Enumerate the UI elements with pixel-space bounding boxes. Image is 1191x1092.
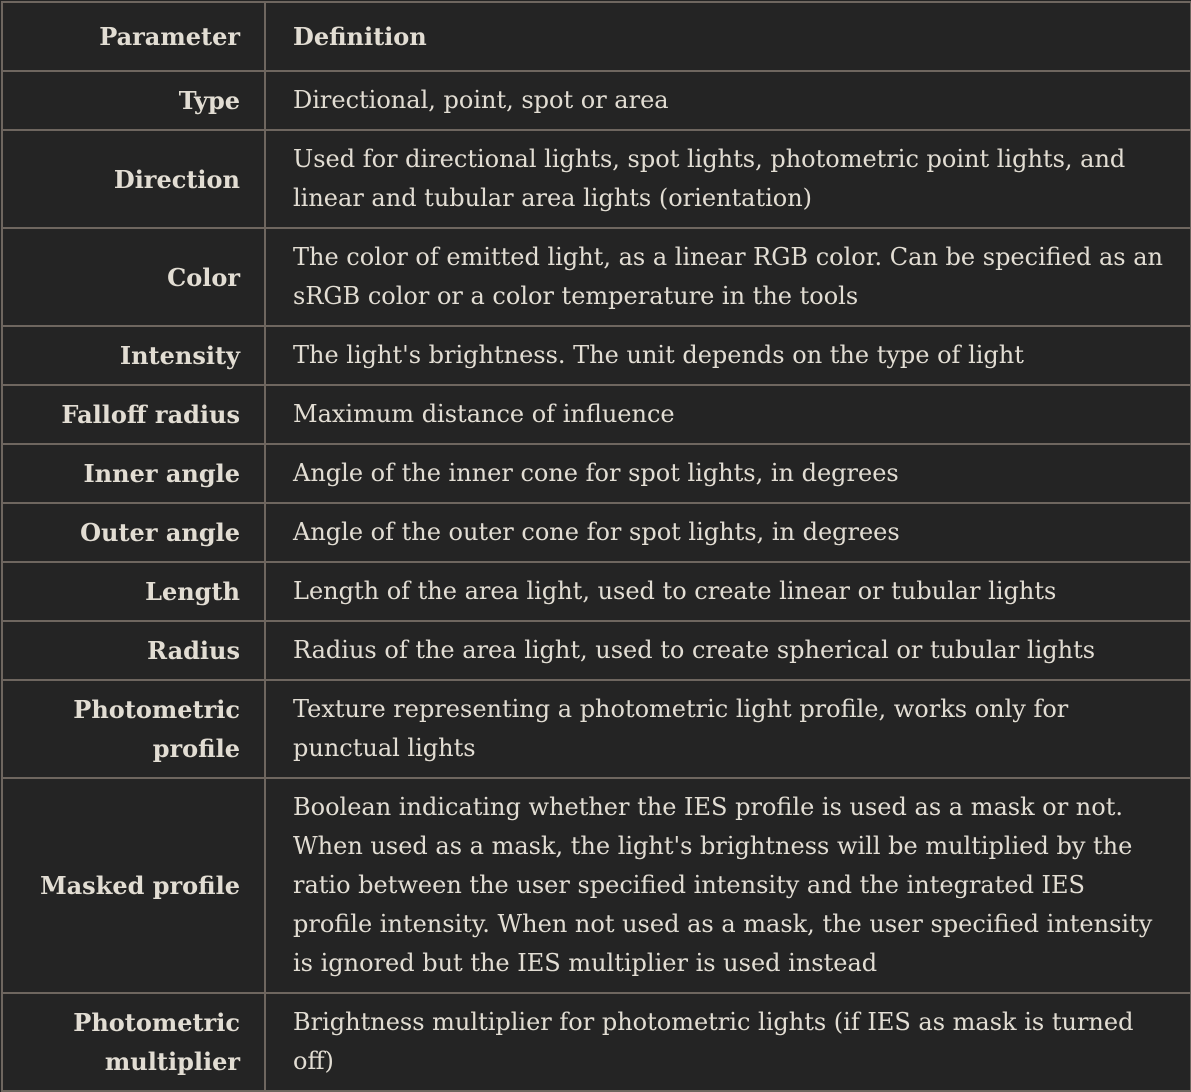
- table-row: [2, 503, 1191, 562]
- definition-cell: Brightness multiplier for photometric lights (if IES as mask is turned off): [265, 993, 1191, 1091]
- table-row: [2, 993, 1191, 1091]
- definition-cell: Used for directional lights, spot lights, photometric point lights, and linear and tubular area lights (orientation): [265, 130, 1191, 228]
- parameter-cell: Type: [2, 71, 265, 130]
- table-row: [2, 778, 1191, 993]
- light-parameters-table: [1, 1, 1191, 1092]
- definition-cell: The light's brightness. The unit depends on the type of light: [265, 326, 1191, 385]
- parameter-cell: Intensity: [2, 326, 265, 385]
- definition-cell: Angle of the outer cone for spot lights, in degrees: [265, 503, 1191, 562]
- table-row: [2, 680, 1191, 778]
- definition-cell: Boolean indicating whether the IES profile is used as a mask or not. When used as a mask, the light's brightness will be multiplied by the ratio between the user specified intensity and the integrated IES profile intensity. When not used as a mask, the user specified intensity is ignored but the IES multiplier is used instead: [265, 778, 1191, 993]
- table-row: [2, 71, 1191, 130]
- parameter-cell: Outer angle: [2, 503, 265, 562]
- parameter-cell: Photometric multiplier: [2, 993, 265, 1091]
- parameter-cell: Photometric profile: [2, 680, 265, 778]
- parameter-cell: Inner angle: [2, 444, 265, 503]
- definition-cell: The color of emitted light, as a linear RGB color. Can be specified as an sRGB color or a color temperature in the tools: [265, 228, 1191, 326]
- column-header-definition: Definition: [265, 2, 1191, 71]
- table-row: [2, 444, 1191, 503]
- table-row: [2, 326, 1191, 385]
- header-row: [2, 2, 1191, 71]
- table-body: [2, 71, 1191, 1091]
- definition-cell: Radius of the area light, used to create spherical or tubular lights: [265, 621, 1191, 680]
- table-row: [2, 385, 1191, 444]
- table-row: [2, 130, 1191, 228]
- column-header-parameter: Parameter: [2, 2, 265, 71]
- parameter-cell: Direction: [2, 130, 265, 228]
- parameter-cell: Color: [2, 228, 265, 326]
- parameter-cell: Falloff radius: [2, 385, 265, 444]
- parameter-cell: Length: [2, 562, 265, 621]
- definition-cell: Maximum distance of influence: [265, 385, 1191, 444]
- table-row: [2, 621, 1191, 680]
- parameter-cell: Masked profile: [2, 778, 265, 993]
- table-row: [2, 228, 1191, 326]
- table-row: [2, 562, 1191, 621]
- definition-cell: Directional, point, spot or area: [265, 71, 1191, 130]
- definition-cell: Angle of the inner cone for spot lights, in degrees: [265, 444, 1191, 503]
- parameter-cell: Radius: [2, 621, 265, 680]
- table-header: [2, 2, 1191, 71]
- definition-cell: Length of the area light, used to create linear or tubular lights: [265, 562, 1191, 621]
- definition-cell: Texture representing a photometric light profile, works only for punctual lights: [265, 680, 1191, 778]
